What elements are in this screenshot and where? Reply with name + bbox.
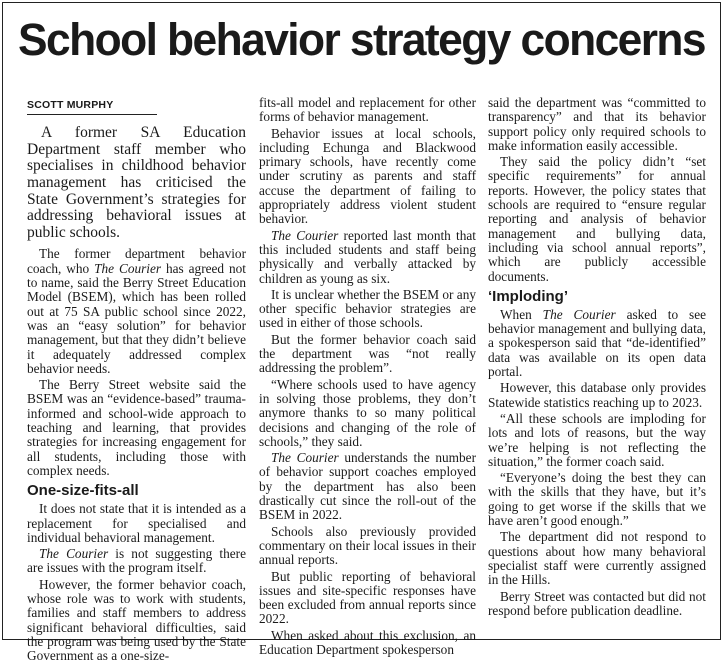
paragraph: The department did not respond to questions about how many behavioral specialist staff were currently assigned in the Hills.: [488, 529, 706, 588]
paragraph: The Courier understands the number of behavior support coaches employed by the department has also been drastically cut since the roll-out of the BSEM in 2022.: [259, 450, 476, 523]
paragraph: When asked about this exclusion, an Education Department spokesperson: [259, 627, 476, 657]
paragraph: The Berry Street website said the BSEM was an “evidence-based” trauma-informed and school-wide approach to teaching and learning, that provides strategies for increasing engagement for all students, including those with complex needs.: [27, 377, 246, 478]
paragraph: The Courier reported last month that this included students and staff being physically and verbally attacked by children as young as six.: [259, 227, 476, 286]
paragraph: But public reporting of behavioral issues and site-specific responses have been excluded from annual reports since 2022.: [259, 568, 476, 627]
publication-name: The Courier: [271, 450, 339, 466]
paragraph: However, the former behavior coach, whose role was to work with students, families and staff members to address significant behavioral difficulties, said the program was being used by the State Government as a one-size-: [27, 576, 246, 664]
byline: SCOTT MURPHY: [27, 98, 157, 115]
paragraph: However, this database only provides Statewide statistics reaching up to 2023.: [488, 380, 706, 410]
paragraph: said the department was “committed to transparency” and that its behavior support policy only required schools to make information easily accessible.: [488, 95, 706, 153]
publication-name: The Courier: [39, 546, 109, 562]
paragraph: The Courier is not suggesting there are issues with the program itself.: [27, 546, 246, 576]
subheading: ‘Imploding’: [488, 287, 568, 305]
subheading: One-size-fits-all: [27, 482, 139, 500]
paragraph: The former department behavior coach, who The Courier has agreed not to name, said the Berry Street Education Model (BSEM), which has been rolled out at 75 SA public school since 2022, was an “easy solution” for behavior management, but that they didn’t believe it adequately addressed complex behavior needs.: [27, 246, 246, 376]
column-1: [27, 98, 246, 665]
paragraph: When The Courier asked to see behavior management and bullying data, a spokesperson said that “de-identified” data was available on its open data portal.: [488, 306, 706, 380]
news-clipping: [2, 2, 721, 664]
publication-name: The Courier: [542, 306, 616, 322]
paragraph: Berry Street was contacted but did not respond before publication deadline.: [488, 588, 706, 618]
paragraph: Behavior issues at local schools, including Echunga and Blackwood primary schools, have recently come under scrutiny as parents and staff accuse the department of failing to appropriately address violent student behavior.: [259, 125, 476, 227]
paragraph: They said the policy didn’t “set specific requirements” for annual reports. However, the policy states that schools are required to “ensure regular reporting and analysis of behavior management and bullying data, including via school annual reports”, which are publicly accessible documents.: [488, 154, 706, 284]
lead-paragraph: A former SA Education Department staff member who specialises in childhood behavior management has criticised the State Government’s strategies for addressing behavioral issues at public schools.: [27, 124, 246, 241]
paragraph: Schools also previously provided commentary on their local issues in their annual reports.: [259, 523, 476, 568]
paragraph: “Everyone’s doing the best they can with the skills that they have, but it’s going to get worse if the skills that we have aren’t good enough.”: [488, 470, 706, 529]
paragraph: fits-all model and replacement for other forms of behavior management.: [259, 95, 476, 125]
publication-name: The Courier: [271, 227, 339, 243]
publication-name: The Courier: [94, 260, 162, 276]
headline: School behavior strategy concerns: [18, 14, 705, 65]
paragraph: It does not state that it is intended as a replacement for specialised and individual behavioral management.: [27, 501, 246, 545]
paragraph: “Where schools used to have agency in solving those problems, they don’t anymore thanks to so many political decisions and changing of the role of schools,” they said.: [259, 376, 476, 449]
paragraph: But the former behavior coach said the department was “not really addressing the problem”.: [259, 331, 476, 376]
paragraph: It is unclear whether the BSEM or any other specific behavior strategies are used in either of those schools.: [259, 286, 476, 331]
paragraph: “All these schools are imploding for lots and lots of reasons, but the way we’re helping is not reflecting the situation,” the former coach said.: [488, 410, 706, 469]
column-3: [488, 96, 706, 620]
column-2: [259, 96, 476, 659]
